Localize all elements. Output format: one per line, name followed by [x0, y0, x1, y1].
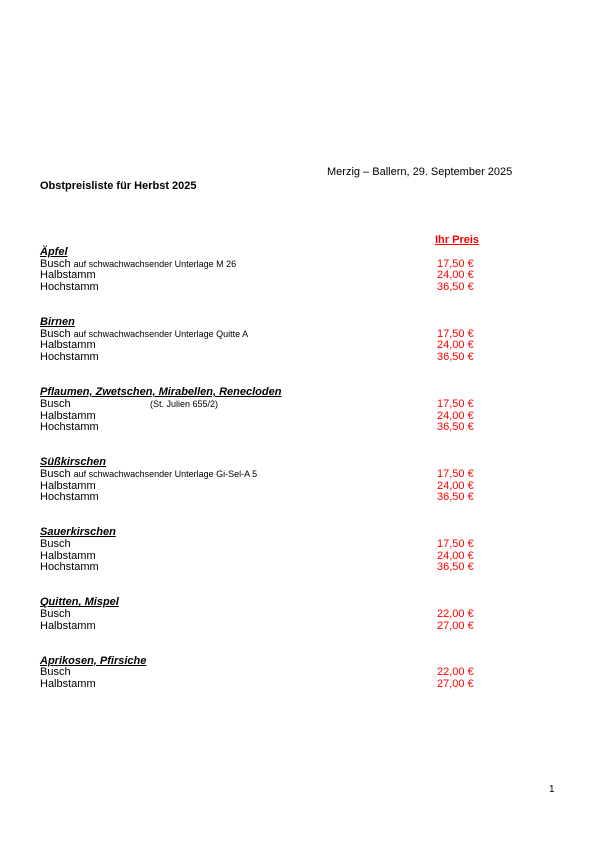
price-row	[40, 562, 560, 574]
row-label: Busch	[40, 327, 71, 340]
fruit-section	[40, 247, 560, 294]
row-label: Halbstamm	[40, 409, 96, 422]
price-row	[40, 667, 560, 679]
row-price: 27,00 €	[437, 619, 474, 632]
price-row	[40, 411, 560, 423]
document-title: Obstpreisliste für Herbst 2025	[40, 180, 197, 192]
price-column-header: Ihr Preis	[435, 234, 480, 246]
row-price: 17,50 €	[437, 397, 474, 410]
section-rows	[40, 469, 560, 504]
row-price: 36,50 €	[437, 281, 474, 294]
section-title: Süßkirschen	[40, 456, 107, 469]
section-rows	[40, 539, 560, 574]
section-rows	[40, 329, 560, 364]
section-title: Äpfel	[40, 246, 68, 258]
section-title: Sauerkirschen	[40, 526, 116, 539]
row-label: Halbstamm	[40, 619, 96, 632]
fruit-section	[40, 597, 560, 632]
price-row	[40, 621, 560, 633]
price-row	[40, 679, 560, 691]
row-label: Halbstamm	[40, 339, 96, 352]
section-title: Pflaumen, Zwetschen, Mirabellen, Renecloden	[40, 386, 282, 399]
row-label: Hochstamm	[40, 491, 99, 504]
row-label: Hochstamm	[40, 351, 99, 364]
price-row	[40, 609, 560, 621]
price-row	[40, 259, 560, 271]
row-price: 27,00 €	[437, 678, 474, 691]
row-price: 36,50 €	[437, 351, 474, 364]
row-label: Busch	[40, 537, 71, 550]
row-price: 22,00 €	[437, 666, 474, 679]
row-price: 17,50 €	[437, 327, 474, 340]
section-title: Birnen	[40, 316, 75, 329]
row-note: auf schwachwachsender Unterlage Gi-Sel-A 5	[73, 468, 258, 479]
fruit-section	[40, 457, 560, 504]
price-row	[40, 399, 560, 411]
row-price: 24,00 €	[437, 409, 474, 422]
section-rows	[40, 667, 560, 690]
row-label: Halbstamm	[40, 549, 96, 562]
row-price: 22,00 €	[437, 608, 474, 621]
row-label: Busch	[40, 257, 71, 270]
fruit-section	[40, 656, 560, 691]
row-price: 36,50 €	[437, 561, 474, 574]
price-row	[40, 469, 560, 481]
row-label: Hochstamm	[40, 561, 99, 574]
section-rows	[40, 259, 560, 294]
fruit-section	[40, 527, 560, 574]
price-row	[40, 340, 560, 352]
row-price: 17,50 €	[437, 257, 474, 270]
fruit-section	[40, 317, 560, 364]
row-label: Halbstamm	[40, 479, 96, 492]
row-label: Halbstamm	[40, 269, 96, 282]
section-rows	[40, 609, 560, 632]
row-note: auf schwachwachsender Unterlage M 26	[73, 258, 237, 269]
row-price: 17,50 €	[437, 467, 474, 480]
price-row	[40, 270, 560, 282]
row-label: Busch	[40, 397, 71, 410]
row-label: Busch	[40, 467, 71, 480]
row-price: 24,00 €	[437, 269, 474, 282]
section-title: Aprikosen, Pfirsiche	[40, 654, 147, 667]
price-row	[40, 481, 560, 493]
section-title: Quitten, Mispel	[40, 596, 119, 609]
row-label: Busch	[40, 666, 71, 679]
row-label: Hochstamm	[40, 281, 99, 294]
price-sections	[40, 247, 560, 714]
fruit-section	[40, 387, 560, 434]
price-row	[40, 492, 560, 504]
price-row	[40, 282, 560, 294]
row-price: 24,00 €	[437, 479, 474, 492]
row-price: 24,00 €	[437, 549, 474, 562]
section-rows	[40, 399, 560, 434]
price-row	[40, 329, 560, 341]
row-price: 24,00 €	[437, 339, 474, 352]
price-row	[40, 352, 560, 364]
row-price: 36,50 €	[437, 491, 474, 504]
row-note: auf schwachwachsender Unterlage Quitte A	[73, 328, 249, 339]
row-label: Hochstamm	[40, 421, 99, 434]
row-label: Halbstamm	[40, 678, 96, 691]
document-date-location: Merzig – Ballern, 29. September 2025	[327, 166, 513, 178]
price-row	[40, 551, 560, 563]
row-label: Busch	[40, 608, 71, 621]
price-row	[40, 422, 560, 434]
price-row	[40, 539, 560, 551]
row-price: 36,50 €	[437, 421, 474, 434]
page-number: 1	[549, 784, 555, 795]
row-price: 17,50 €	[437, 537, 474, 550]
row-note: (St. Julien 655/2)	[150, 398, 219, 409]
